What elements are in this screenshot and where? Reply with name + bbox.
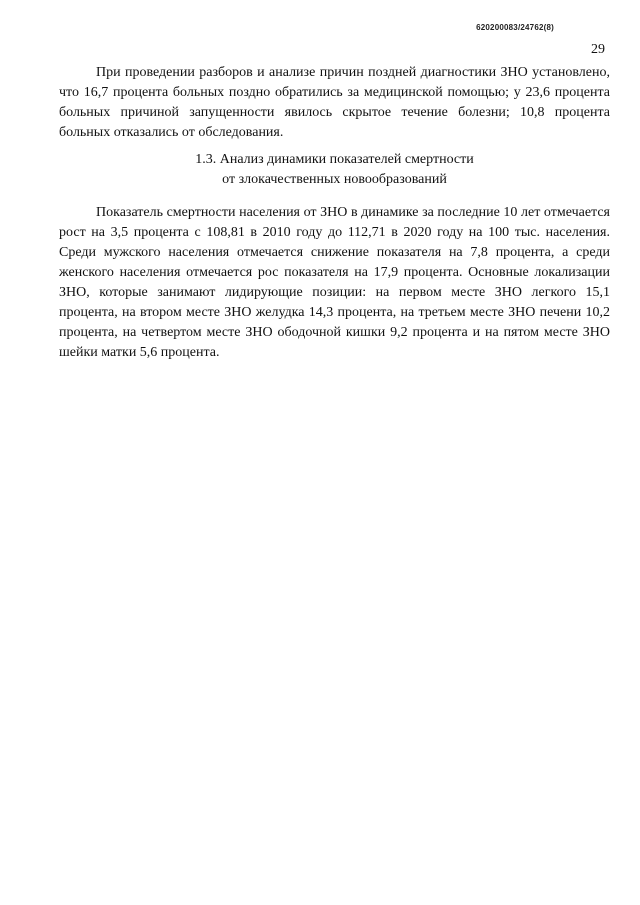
section-heading xyxy=(59,150,610,190)
section-heading-line-1: 1.3. Анализ динамики показателей смертности xyxy=(195,152,474,167)
section-heading-line-2: от злокачественных новообразований xyxy=(222,172,447,187)
page-number: 29 xyxy=(591,42,605,57)
paragraph-text: Показатель смертности населения от ЗНО в динамике за последние 10 лет отмечается рост на 3,5 процента с 108,81 в 2010 году до 112,71 в 2020 году на 100 тыс. населения. Среди мужского населения отмечается снижение показателя на 7,8 процента, а среди женского населения отмечается рос показателя на 17,9 процента. Основные локализации ЗНО, которые занимают лидирующие позиции: на первом месте ЗНО легкого 15,1 процента, на втором месте ЗНО желудка 14,3 процента, на третьем месте ЗНО печени 10,2 процента, на четвертом месте ЗНО ободочной кишки 9,2 процента и на пятом месте ЗНО шейки матки 5,6 процента. xyxy=(59,205,610,360)
paragraph-diagnostics xyxy=(59,63,610,143)
document-id: 620200083/24762(8) xyxy=(476,23,554,32)
paragraph-text: При проведении разборов и анализе причин поздней диагностики ЗНО установлено, что 16,7 процента больных поздно обратились за медицинской помощью; у 23,6 процента больных причиной запущенности явилось скрытое течение болезни; 10,8 процента больных отказались от обследования. xyxy=(59,65,610,140)
paragraph-mortality xyxy=(59,203,610,363)
